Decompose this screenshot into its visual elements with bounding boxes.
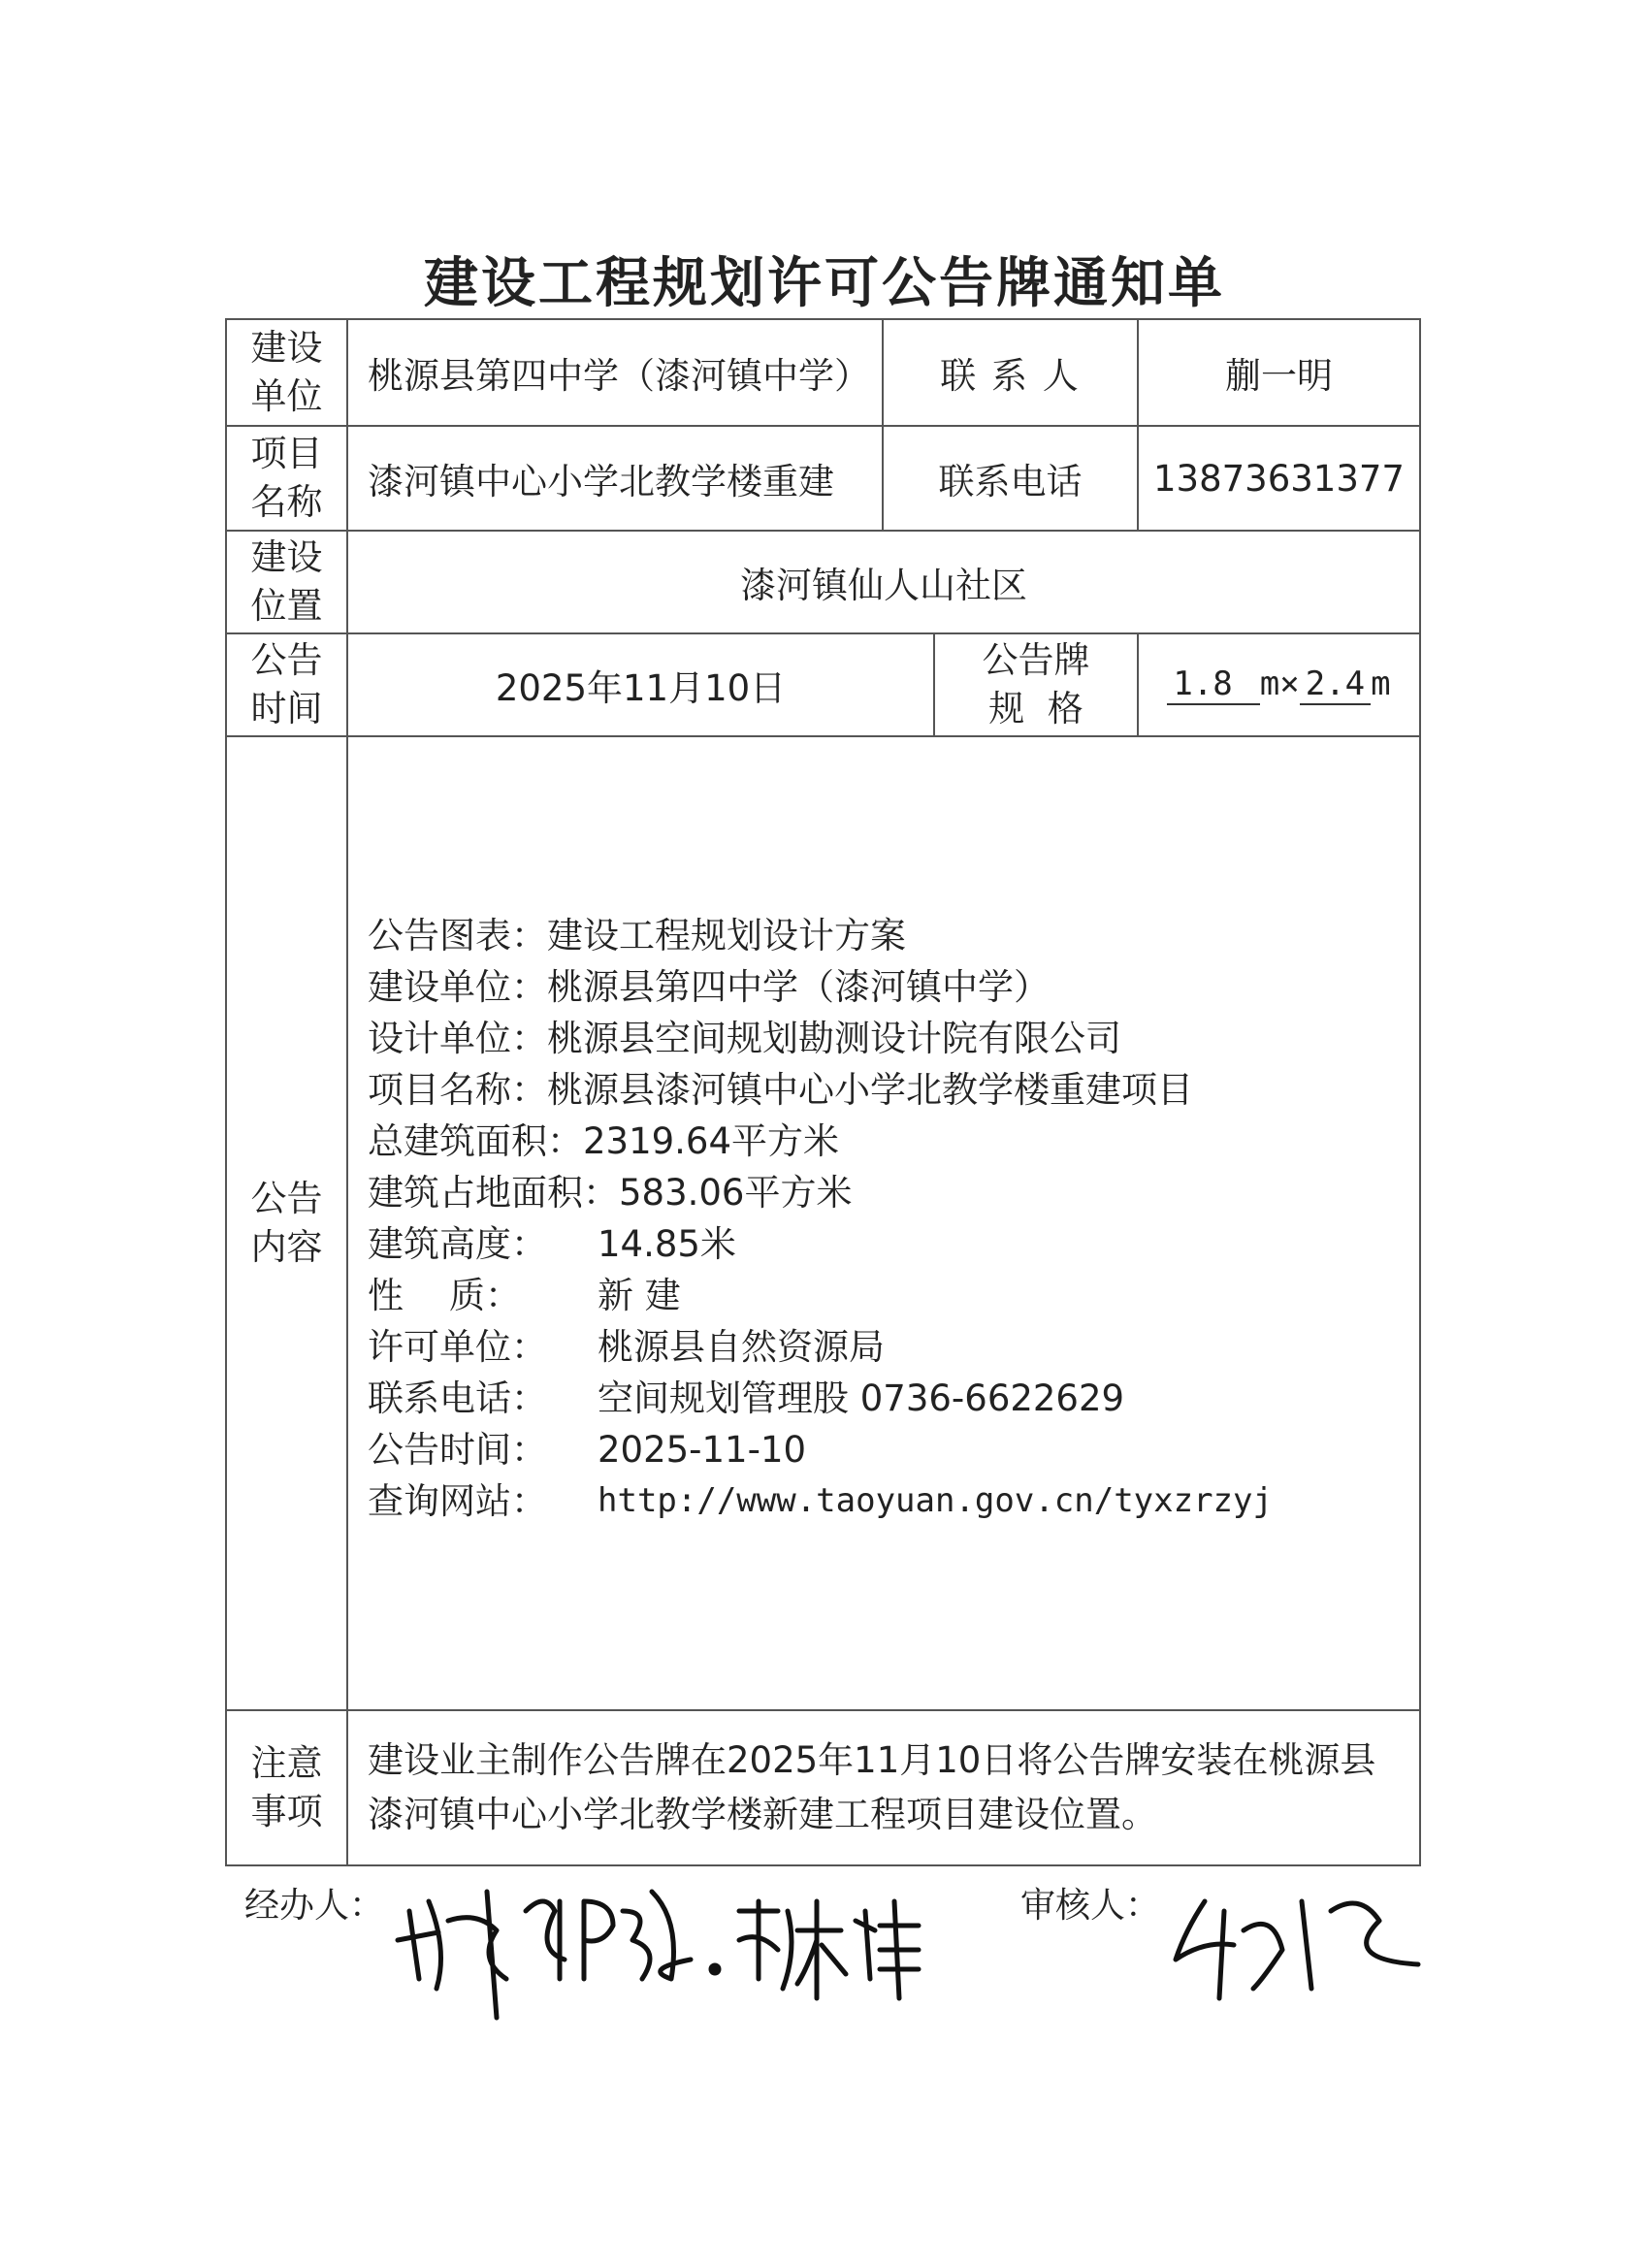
board-size-separator: m× xyxy=(1259,664,1300,703)
content-lines xyxy=(348,737,1419,1527)
signature-area xyxy=(244,1872,1457,2027)
content-line xyxy=(368,1064,1419,1116)
content-line-value: http://www.taoyuan.gov.cn/tyxzrzyj xyxy=(598,1481,1273,1520)
content-line-value: 桃源县第四中学（漆河镇中学） xyxy=(547,966,1050,1008)
label-text: 项目 名称 xyxy=(250,433,323,523)
content-line-key: 查询网站： xyxy=(368,1480,547,1522)
content-line xyxy=(368,1013,1419,1064)
board-width: 1.8 xyxy=(1167,664,1259,705)
content-line-value: 桃源县自然资源局 xyxy=(598,1326,885,1368)
label-text: 建设 单位 xyxy=(250,327,323,417)
content-line xyxy=(368,1218,1419,1270)
row-announcement-content xyxy=(226,736,1420,1710)
label-construction-unit xyxy=(226,319,347,426)
label-announcement-time xyxy=(226,633,347,736)
announcement-content xyxy=(347,736,1420,1710)
value-board-spec xyxy=(1138,633,1420,736)
content-line xyxy=(368,1321,1419,1373)
board-height: 2.4 xyxy=(1300,664,1371,705)
label-contact-person: 联 系 人 xyxy=(883,319,1138,426)
label-text: 公告牌 规 格 xyxy=(982,639,1090,729)
content-line xyxy=(368,1475,1419,1527)
content-line xyxy=(368,1373,1419,1424)
row-project-name xyxy=(226,426,1420,531)
content-line-key: 许可单位： xyxy=(368,1326,547,1368)
value-contact-phone: 13873631377 xyxy=(1138,426,1420,531)
value-construction-location: 漆河镇仙人山社区 xyxy=(347,531,1420,633)
page-title: 建设工程规划许可公告牌通知单 xyxy=(424,251,1225,315)
label-contact-phone: 联系电话 xyxy=(883,426,1138,531)
content-line-key: 总建筑面积： xyxy=(368,1120,583,1162)
content-line-key: 设计单位： xyxy=(368,1018,547,1059)
row-notes xyxy=(226,1710,1420,1865)
content-line-key: 公告时间： xyxy=(368,1429,547,1471)
content-line-value: 2319.64平方米 xyxy=(583,1120,840,1162)
value-construction-unit: 桃源县第四中学（漆河镇中学） xyxy=(347,319,883,426)
content-line-key: 联系电话： xyxy=(368,1377,547,1419)
content-line-value: 建设工程规划设计方案 xyxy=(547,915,906,956)
board-unit: m xyxy=(1371,664,1391,703)
value-announcement-time: 2025年11月10日 xyxy=(347,633,934,736)
content-line-key: 建筑高度： xyxy=(368,1223,547,1265)
content-line-value: 2025-11-10 xyxy=(598,1429,807,1471)
row-construction-location xyxy=(226,531,1420,633)
content-line-value: 583.06平方米 xyxy=(619,1172,853,1214)
label-text: 公告 内容 xyxy=(250,1178,323,1268)
notice-form-table xyxy=(225,318,1421,1866)
reviewer-label: 审核人： xyxy=(1020,1886,1161,1926)
row-construction-unit xyxy=(226,319,1420,426)
label-notes xyxy=(226,1710,347,1865)
value-project-name: 漆河镇中心小学北教学楼重建 xyxy=(347,426,883,531)
content-line xyxy=(368,1270,1419,1321)
content-line xyxy=(368,1167,1419,1218)
label-project-name xyxy=(226,426,347,531)
value-contact-person: 蒯一明 xyxy=(1138,319,1420,426)
reviewer-signature xyxy=(1166,1872,1457,2008)
label-text: 注意 事项 xyxy=(250,1742,323,1832)
content-line-value: 桃源县漆河镇中心小学北教学楼重建项目 xyxy=(547,1069,1193,1111)
label-text: 建设 位置 xyxy=(250,536,323,627)
content-line-key: 项目名称： xyxy=(368,1069,547,1111)
content-line-value: 新 建 xyxy=(598,1275,681,1316)
content-line-value: 14.85米 xyxy=(598,1223,736,1265)
content-line xyxy=(368,961,1419,1013)
content-line-value: 桃源县空间规划勘测设计院有限公司 xyxy=(547,1018,1121,1059)
label-board-spec xyxy=(934,633,1138,736)
row-announcement-time xyxy=(226,633,1420,736)
label-text: 公告 时间 xyxy=(250,639,323,729)
content-line-key: 建设单位： xyxy=(368,966,547,1008)
notes-text: 建设业主制作公告牌在2025年11月10日将公告牌安装在桃源县漆河镇中心小学北教学楼新建工程项目建设位置。 xyxy=(347,1710,1420,1865)
content-line xyxy=(368,910,1419,961)
content-line-key: 性 质： xyxy=(368,1275,522,1316)
content-line-key: 公告图表： xyxy=(368,915,547,956)
label-announcement-content xyxy=(226,736,347,1710)
label-construction-location xyxy=(226,531,347,633)
content-line-key: 建筑占地面积： xyxy=(368,1172,619,1214)
content-line xyxy=(368,1424,1419,1475)
handler-label: 经办人： xyxy=(244,1886,385,1926)
content-line xyxy=(368,1116,1419,1167)
content-line-value: 空间规划管理股 0736-6622629 xyxy=(598,1377,1125,1419)
board-size xyxy=(1139,664,1419,705)
